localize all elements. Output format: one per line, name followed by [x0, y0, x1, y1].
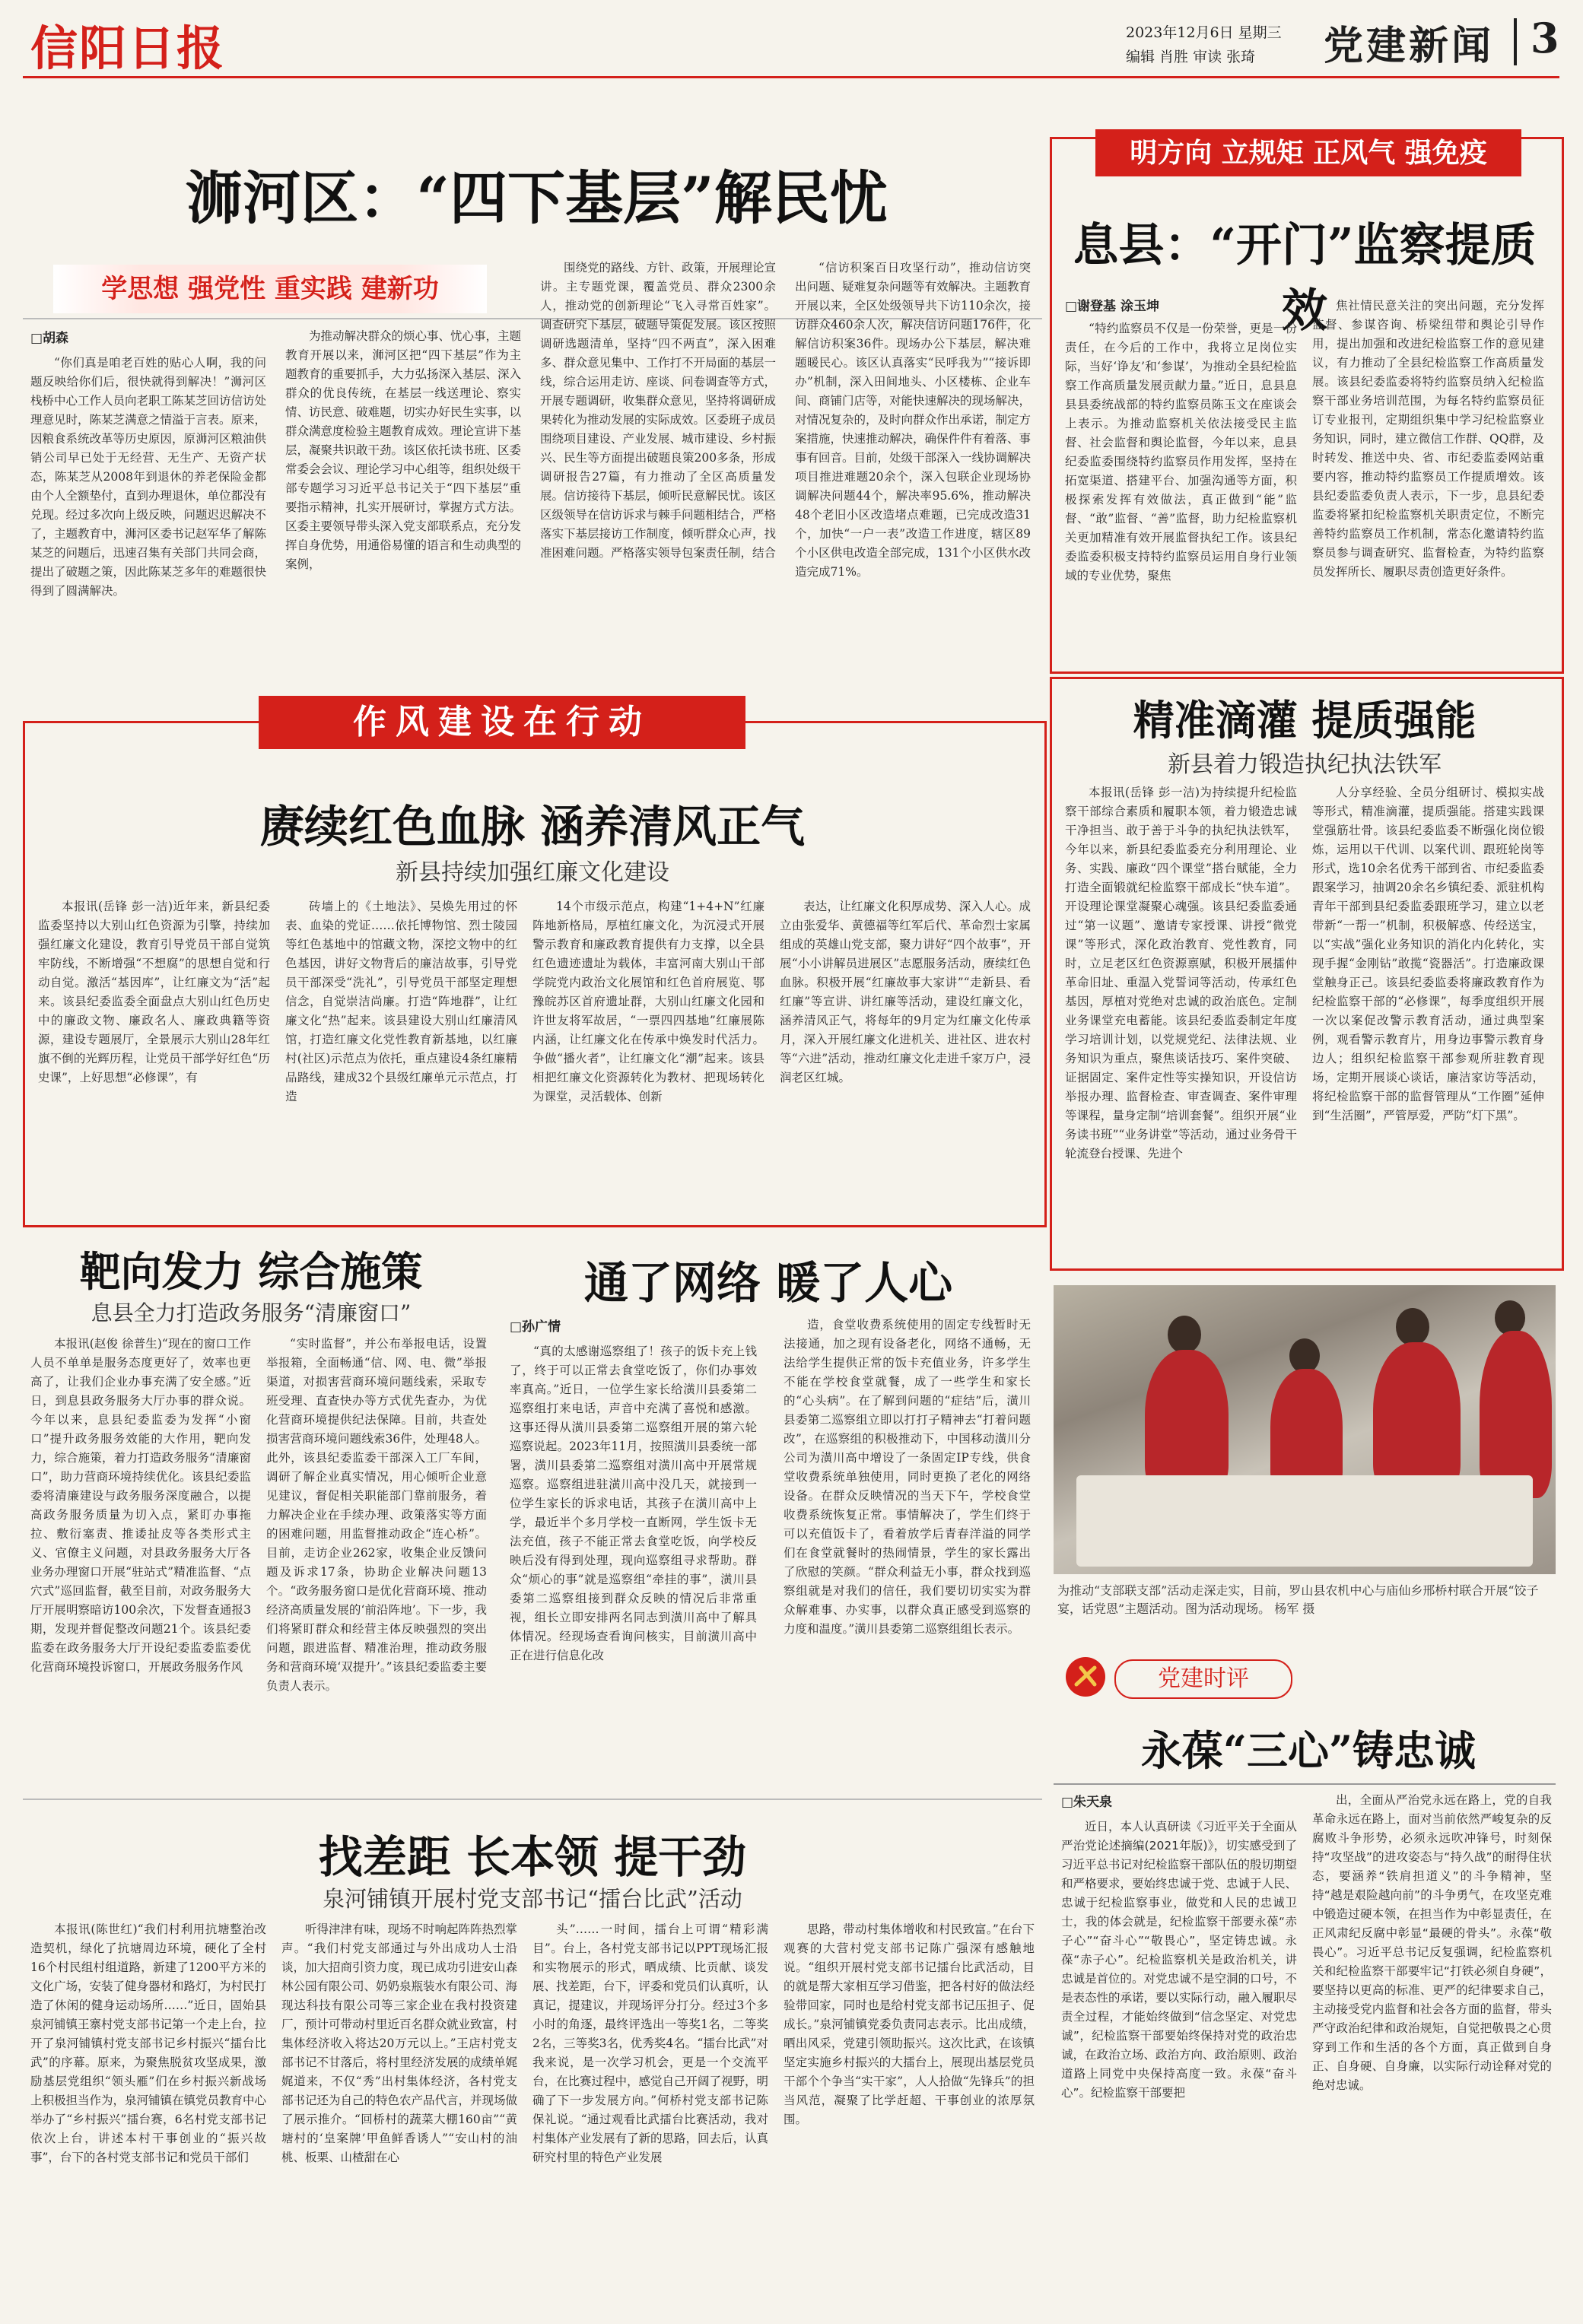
article-column: “信访积案百日攻坚行动”，推动信访突出问题、疑难复杂问题等有效解决。主题教育开展以来，全区处级领导共下访110余次，接访群众460余人次，解决信访问题176件，化解信访积案36件。现场办公下基层，解决难题暖民心。该区认真落实“民呼我为”“接诉即办”机制，深入田间地头、小区楼栋、企业车间、商铺门店等，对能快速解决的现场解决，对情况复杂的，及时向群众作出承诺，制定方案措施，快速推动解决，确保件件有着落、事事有回音。目前，处级干部深入一线协调解决项目推进难题20余个，深入包联企业现场协调解决问题44个，解决率95.6%，推动解决48个老旧小区改造堵点难题，已完成改造31个，加快“一户一表”改造工作进度，辖区89个小区供电改造全部完成，131个小区供水改造完成71%。 — [795, 261, 1031, 579]
article-subtitle: 新县持续加强红廉文化建设 — [396, 859, 669, 886]
article-column: 造，食堂收费系统使用的固定专线暂时无法接通，加之现有设备老化，网络不通畅，无法给学生提供正常的饭卡充值业务，许多学生不能在学校食堂就餐，成了一些学生和家长的“心头病”。在了解到问题的“症结”后，潢川县委第二巡察组立即以打打子精神去“打着问题改”，在巡察组的积极推动下，中国移动潢川分公司为潢川高中增设了一条固定IP专线，供食堂收费系统单独使用，同时更换了老化的网络设备。在群众反映情况的当天下午，学校食堂收费系统恢复正常。事情解决了，学生们终于可以充值饭卡了，看着放学后青春洋溢的同学们在食堂就餐时的热闹情景，学生的家长露出了欣慰的笑颜。“群众利益无小事，群众找到巡察组就是对我们的信任，我们要切切实实为群众解难事、办实事，以群众真正感受到巡察的力度和温度。”潢川县委第二巡察组组长表示。 — [784, 1318, 1031, 1636]
article-title: 永葆“三心”铸忠诚 — [1140, 1726, 1477, 1775]
article-title: 通了网络 暖了人心 — [583, 1257, 953, 1309]
column-label: 党建时评 — [1114, 1659, 1292, 1699]
photo-figure — [1396, 1308, 1429, 1346]
article-column: 头”……一时间，擂台上可谓“精彩满目”。台上，各村党支部书记以PPT现场汇报和实物展示的形式，晒成绩、比贡献、谈发展、找差距，台下，评委和党员们认真听，认真记，提建议，并现场评分打分。经过3个多小时的角逐，最终评选出一等奖1名，二等奖2名，三等奖3名，优秀奖4名。“擂台比武”对我来说，是一次学习机会，更是一个交流平台，在比赛过程中，感觉自己开阔了视野，明确了下一步发展方向。”何桥村党支部书记陈保礼说。“通过观看比武擂台比赛活动，我对村集体产业发展有了新的思路，回去后，认真研究村里的特色产业发展 — [532, 1922, 768, 2164]
article-slogan: 明方向 立规矩 正风气 强免疫 — [1095, 129, 1521, 176]
editor-line: 编辑 肖胜 审读 张琦 — [1126, 49, 1256, 65]
article-byline: □朱天泉 — [1061, 1795, 1113, 1810]
issue-date: 2023年12月6日 星期三 — [1126, 24, 1282, 41]
article-title: 赓续红色血脉 涵养清风正气 — [259, 801, 806, 852]
article-column: 思路，带动村集体增收和村民致富。”在台下观赛的大营村党支部书记陈广强深有感触地说。“组织开展村党支部书记擂台比武活动，目的就是帮大家相互学习借鉴，把各村好的做法经验带回家，同时也是给村党支部书记压担子、促成长。”泉河铺镇党委负责同志表示。比出成绩，晒出风采，党建引领助振兴。这次比武，在该镇坚定实施乡村振兴的大擂台上，展现出基层党员干部个个争当“实干家”，人人拾做“先锋兵”的担当风范，凝聚了比学赶超、干事创业的浓厚氛围。 — [784, 1922, 1035, 2126]
article-column: 出，全面从严治党永远在路上，党的自我革命永远在路上，面对当前依然严峻复杂的反腐败斗争形势，必须永远吹冲锋号，时刻保持“攻坚战”的进攻姿态与“持久战”的耐得住状态，要涵养“铁肩担道义”的斗争精神，坚持“越是艰险越向前”的斗争勇气，在攻坚克难中锻造过硬本领，在担当作为中彰显责任，在正风肃纪反腐中彰显“最硬的骨头”。永葆“敬畏心”。习近平总书记反复强调，纪检监察机关和纪检监察干部要牢记“打铁必须自身硬”，要坚持以更高的标准、更严的纪律要求自己，主动接受党内监督和社会各方面的监督，带头严守政治纪律和政治规矩，自觉把敬畏之心贯穿到工作和生活的各个方面，真正做到自身正、自身硬、自身廉，以实际行动诠释对党的绝对忠诚。 — [1312, 1793, 1552, 2092]
article-column: 本报讯(赵俊 徐普生)“现在的窗口工作人员不单单是服务态度更好了，效率也更高了，让我们企业办事充满了安全感。”近日，到息县政务服务大厅办事的群众说。今年以来，息县纪委监委为发挥“小窗口”提升政务服务效能的大作用，靶向发力，综合施策，着力打造政务服务“清廉窗口”，助力营商环境持续优化。该县纪委监委将清廉建设与政务服务深度融合，以提高政务服务质量为切入点，紧盯办事拖拉、敷衍塞责、推诿扯皮等各类形式主义、官僚主义问题，对县政务服务大厅各业务办理窗口开展“驻站式”精准监督、“点穴式”巡回监督，截至目前，对政务服务大厅开展明察暗访100余次，下发督查通报3期，发现并督促整改问题21个。该县纪委监委在政务服务大厅开设纪委监委监委优化营商环境投诉窗口，开展政务服务作风 — [30, 1337, 251, 1674]
article-byline: □谢登基 涂玉坤 — [1065, 299, 1159, 314]
article-column: “实时监督”，并公布举报电话，设置举报箱，全面畅通“信、网、电、微”举报渠道，对损害营商环境问题线索，采取专班受理、直查快办等方式优先查办，为优化营商环境提供纪法保障。目前，共查处损害营商环境问题线索36件，处理48人。此外，该县纪委监委干部深入工厂车间，调研了解企业真实情况，用心倾听企业意见建议，督促相关职能部门靠前服务，着力解决企业在手续办理、政策落实等方面的困难问题，用监督推动政企“连心桥”。目前，走访企业262家，收集企业反馈问题及诉求17条，协助企业解决问题13个。“政务服务窗口是优化营商环境、推动经济高质量发展的‘前沿阵地’。下一步，我们将紧盯群众和经营主体反映强烈的突出问题，跟进监督、精准治理，推动政务服务和营商环境‘双提升’。”该县纪委监委主要负责人表示。 — [266, 1337, 487, 1693]
article-column: 本报讯(陈世红)“我们村利用抗塘整治改造契机，绿化了抗塘周边环境，硬化了全村16个村民组村组道路，新建了1200平方米的文化广场，安装了健身器材和路灯，为村民打造了休闲的健身运动场所……”近日，固始县泉河铺镇王寨村党支部书记第一个走上台，拉开了泉河铺镇村党支部书记乡村振兴“擂台比武”的序幕。原来，为聚焦脱贫攻坚成果，激励基层党组织“领头雁”们在乡村振兴新战场上积极担当作为，泉河铺镇在镇党员教育中心举办了“乡村振兴”擂台赛，6名村党支部书记依次上台，讲述本村干事创业的“振兴故事”，台下的各村党支部书记和党员干部们 — [30, 1922, 266, 2164]
article-column: “你们真是咱老百姓的贴心人啊，我的问题反映给你们后，很快就得到解决！”浉河区栈桥中心工作人员向老职工陈某芝回访信访处理意见时，陈某芝满意之情溢于言表。原来，因粮食系统改革等历史原因，原浉河区粮油供销公司早已处于无经营、无生产、无资产状态，陈某芝从2008年到退休的养老保险金都由个人全额垫付，直到办理退休，单位都没有兑现。经过多次向上级反映，问题迟迟解决不了，主题教育中，浉河区委书记赵军华了解陈某芝的问题后，迅速召集有关部门共同会商，提出了破题之策，因此陈某芝多年的难题很快得到了圆满解决。 — [30, 356, 266, 598]
photo-figure — [1168, 1316, 1201, 1354]
photo-figure — [1373, 1342, 1461, 1494]
article-subtitle: 新县着力锻造执纪执法铁军 — [1168, 751, 1442, 778]
article-column: 围绕党的路线、方针、政策，开展理论宣讲。主专题党课，覆盖党员、群众2300余人，推动党的创新理论“飞入寻常百姓家”。调查研究下基层，破题导策促发展。该区按照调研选题清单，坚持“四不两直”，深入困难多、群众意见集中、工作打不开局面的基层一线，综合运用走访、座谈、问卷调查等方式，开展专题调研，收集群众意见，坚持将调研成果转化为推动发展的实际成效。区委班子成员围绕项目建设、产业发展、城市建设、乡村振兴、民生等方面提出破题良策200多条，形成调研报告27篇，有力推动了全区高质量发展。信访接待下基层，倾听民意解民忧。该区区级领导在信访诉求与棘手问题相结合，严格落实下基层接访工作制度，倾听群众心声，找准困难问题。严格落实领导包案责任制，结合 — [540, 261, 776, 560]
article-column: 砖墙上的《土地法》、吴焕先用过的怀表、血染的党证……依托博物馆、烈士陵园等红色基地中的馆藏文物，深挖文物中的红色基因，讲好文物背后的廉洁故事，引导党员干部深受“洗礼”，引导党员干部坚定理想信念，自觉崇洁尚廉。打造“阵地群”，让红廉文化“热”起来。该县建设大别山红廉清风馆，打造红廉文化党性教育新基地，以红廉村(社区)示范点为依托，重点建设4条红廉精品路线，建成32个县级红廉单元示范点，打造 — [285, 900, 517, 1103]
page-number: 3 — [1531, 14, 1559, 62]
article-title: 找差距 长本领 提干劲 — [318, 1831, 747, 1883]
article-title: 浉河区：“四下基层”解民忧 — [185, 164, 888, 232]
photo-figure — [1480, 1331, 1552, 1498]
article-column: 本报讯(岳锋 彭一洁)近年来，新县纪委监委坚持以大别山红色资源为引擎，持续加强红廉文化建设，教育引导党员干部自觉筑牢防线，不断增强“不想腐”的思想自觉和行动自觉。激活“基因库”，让红廉文为“活”起来。该县纪委监委全面盘点大别山红色历史中的廉政文物、廉政名人、廉政典籍等资源，建设专题展厅，全景展示大别山28年红旗不倒的光辉历程，让党员干部学好红色“历史课”，上好思想“必修课”，有 — [38, 900, 270, 1084]
event-photo — [1054, 1285, 1556, 1574]
article-column: “真的太感谢巡察组了！孩子的饭卡充上钱了，终于可以正常去食堂吃饭了，你们办事效率真高。”近日，一位学生家长给潢川县委第二巡察组打来电话，声音中充满了喜悦和感激。这事还得从潢川县委第二巡察组开展的第六轮巡察说起。2023年11月，按照潢川县委统一部署，潢川县委第二巡察组对潢川高中开展常规巡察。巡察组进驻潢川高中没几天，就接到一位学生家长的诉求电话，其孩子在潢川高中上学，最近半个多月学校一直断网，学生饭卡无法充值，孩子不能正常去食堂吃饭，向学校反映后没有得到处理，现向巡察组寻求帮助。群众“烦心的事”就是巡察组“牵挂的事”，潢川县委第二巡察组接到群众反映的情况后非常重视，组长立即安排两名同志到潢川高中了解具体情况。经现场查看询问核实，目前潢川高中正在进行信息化改 — [510, 1345, 757, 1662]
article-column: 14个市级示范点，构建“1+4+N”红廉阵地新格局，厚植红廉文化，为沉浸式开展警示教育和廉政教育提供有力支撑，以全县红色遗迹遗址为载体，丰富河南大别山干部学院党内政治文化展馆和红色首府展览、鄂豫皖苏区首府遗址群，大别山红廉文化园和许世友将军故居，“一票四四基地”红廉展陈内涵，让红廉文化在传承中焕发时代活力。争做“播火者”，让红廉文化“潮”起来。该县相把红廉文化资源转化为教材、把现场转化为课堂，灵活载体、创新 — [532, 900, 764, 1103]
article-column: 人分享经验、全员分组研讨、模拟实战等形式，精准滴灌，提质强能。搭建实践课堂强筋壮骨。该县纪委监委不断强化岗位锻炼，运用以干代训、以案代训、跟班轮岗等形式，选10余名优秀干部到省、市纪委监委跟案学习，抽调20余名乡镇纪委、派驻机构青年干部到县纪委监委跟班学习，建立以老带新“一帮一”机制，积极解惑、传经送宝，以“实战”强化业务知识的消化内化转化，实现手握“金刚钻”敢揽“瓷器活”。打造廉政课堂触身正己。该县纪委监委将廉政教育作为纪检监察干部的“必修课”，每季度组织开展一次以案促改警示教育活动，通过典型案例，观看警示教育片，用身边事警示教育身边人；组织纪检监察干部参观所驻教育现场，定期开展谈心谈话，廉洁家访等活动，将纪检监察干部的监督管理从“工作圈”延伸到“生活圈”，严管厚爱，严防“灯下黑”。 — [1312, 786, 1544, 1122]
section-divider — [1514, 18, 1517, 65]
article-byline: □胡森 — [30, 331, 69, 346]
article-column: 听得津津有味，现场不时响起阵阵热烈掌声。“我们村党支部通过与外出成功人士沿谈，加大招商引资力度，现已成功引进安山森林公园有限公司、奶奶泉瓶装水有限公司、海现达科技有限公司等三家企业在我村投资建厂，预计可带动村里近百名群众就业致富，村集体经济收入将达20万元以上。”王店村党支部书记不甘落后，将村里经济发展的成绩单娓娓道来，不仅“秀”出村集体经济，各村党支部书记还为自己的特色农产品代言，并现场做了展示推介。“回桥村的蔬菜大棚160亩”“黄塘村的‘皇案牌’甲鱼鲜香诱人”“安山村的油桃、板栗、山楂甜在心 — [281, 1922, 517, 2164]
article-subtitle: 泉河铺镇开展村党支部书记“擂台比武”活动 — [323, 1886, 742, 1912]
article-column: “特约监察员不仅是一份荣誉，更是一份责任，在今后的工作中，我将立足岗位实际，当好‘诤友’和‘参谋’，为推动全县纪检监察工作高质量发展贡献力量。”近日，息县息县县委统战部的特约监察员陈玉文在座谈会上表示。为推动监察机关依法接受民主监督、社会监督和舆论监督，今年以来，息县纪委监委围绕特约监察员作用发挥，坚持在拓宽渠道、搭建平台、加强沟通等方面，积极探索发挥有效做法，真正做到“能”监督、“敢”监督、“善”监督，助力纪检监察机关更加精准有效开展监督执纪工作。该县纪委监委积极支持特约监察员运用自身行业领域的专业优势，聚焦 — [1065, 322, 1297, 583]
divider — [1054, 1783, 1556, 1785]
article-column: 焦社情民意关注的突出问题，充分发挥监督、参谋咨询、桥梁纽带和舆论引导作用，提出加强和改进纪检监察工作的意见建议，有力推动了全县纪检监察工作高质量发展。该县纪委监委将特约监察员纳入纪检监察干部业务培训范围，为每名特约监察员征订专业报刊，定期组织集中学习纪检监察业务知识，同时，建立微信工作群、QQ群，及时转发、推送中央、省、市纪委监委网站重要内容，推动特约监察员工作提质增效。该县纪委监委负责人表示，下一步，息县纪委监委将紧扣纪检监察机关职责定位，不断完善特约监察员工作机制，常态化邀请特约监察员参与调查研究、监督检查，为特约监察员发挥所长、履职尽责创造更好条件。 — [1312, 299, 1544, 579]
article-slogan: 学思想 强党性 重实践 建新功 — [53, 265, 487, 313]
article-title: 息县：“开门”监察提质效 — [1073, 219, 1537, 338]
article-subtitle: 息县全力打造政务服务“清廉窗口” — [91, 1300, 412, 1326]
article-column: 为推动解决群众的烦心事、忧心事，主题教育开展以来，浉河区把“四下基层”作为主题教育的重要抓手，大力弘扬深入基层、深入群众的优良传统，在基层一线送理论、察实情、访民意、破难题，切实办好民生实事，以群众满意度检验主题教育成效。理论宣讲下基层，凝聚共识敢干劲。该区依托读书班、区委常委会会议、理论学习中心组等，组织处级干部专题学习习近平总书记关于“四下基层”重要指示精神，扎实开展研讨，掌握方式方法。区委主要领导带头深入党支部联系点，充分发挥自身优势，用通俗易懂的语言和生动典型的案例， — [285, 329, 521, 571]
masthead-rule — [23, 76, 1559, 78]
section-title: 党建新闻 — [1324, 23, 1495, 69]
paper-logo: 信阳日报 — [30, 21, 226, 76]
divider — [23, 1799, 1042, 1800]
article-column: 表达，让红廉文化积厚成势、深入人心。成立由张爱华、黄德福等红军后代、革命烈士家属组成的英雄山党支部，聚力讲好“四个故事”，开展“小小讲解员进展区”志愿服务活动，赓续红色血脉。积极开展“红廉故事大家讲”“走新县、看红廉”等宣讲、讲红廉等活动，建设红廉文化，涵养清风正气，将每年的9月定为红廉文化传承月，深入开展红廉文化进机关、进社区、进农村等“六进”活动，推动红廉文化走进千家万户，浸润老区红城。 — [780, 900, 1031, 1084]
article-column: 本报讯(岳锋 彭一洁)为持续提升纪检监察干部综合素质和履职本领，着力锻造忠诚干净担当、敢于善于斗争的执纪执法铁军，今年以来，新县纪委监委充分利用理论、业务、实践、廉政“四个课堂”搭台赋能，全力打造全面锻就纪检监察干部成长“快车道”。开设理论课堂凝聚心魂强。该县纪委监委通过“第一议题”、邀请专家授课、讲授“微党课”等形式，深化政治教育、党性教育，同时，立足老区红色资源禀赋，积极开展擂仲革命旧址、重温入党誓词等活动，传承红色基因，厚植对党绝对忠诚的政治底色。定制业务课堂充电蓄能。该县纪委监委制定年度学习培训计划，以党规党纪、法律法规、业务知识为重点，聚焦谈话技巧、案件突破、证据固定、案件定性等实操知识，开设信访举报办理、监督检查、审查调查、案件审理等课程，量身定制“培训套餐”。组织开展“业务读书班”“业务讲堂”等活动，通过业务骨干轮流登台授课、先进个 — [1065, 786, 1297, 1160]
photo-figure — [1145, 1350, 1229, 1494]
article-title: 靶向发力 综合施策 — [79, 1247, 423, 1296]
photo-table — [1076, 1475, 1533, 1567]
article-byline: □孙广情 — [510, 1319, 561, 1335]
photo-caption: 为推动“支部联支部”活动走深走实，目前，罗山县农机中心与庙仙乡邢桥村联合开展“饺子宴，话党恩”主题活动。图为活动现场。 杨军 摄 — [1057, 1583, 1539, 1616]
section-banner: 作风建设在行动 — [259, 696, 745, 749]
article-title: 精准滴灌 提质强能 — [1133, 696, 1477, 745]
article-column: 近日，本人认真研读《习近平关于全面从严治党论述摘编(2021年版)》，切实感受到了习近平总书记对纪检监察干部队伍的殷切期望和严格要求，要始终忠诚于党、忠诚于人民、忠诚于纪检监察事业，做党和人民的忠诚卫士，我的体会就是，纪检监察干部要永葆“赤子心”“奋斗心”“敬畏心”，坚定铸忠诚。永葆“赤子心”。纪检监察机关是政治机关，讲忠诚是首位的。对党忠诚不是空洞的口号，不是表态性的承诺，要以实际行动，融入履职尽责全过程，才能始终做到“信念坚定、对党忠诚”，纪检监察干部要始终保持对党的政治忠诚，在政治立场、政治方向、政治原则、政治道路上同党中央保持高度一致。永葆“奋斗心”。纪检监察干部要把 — [1061, 1820, 1297, 2100]
